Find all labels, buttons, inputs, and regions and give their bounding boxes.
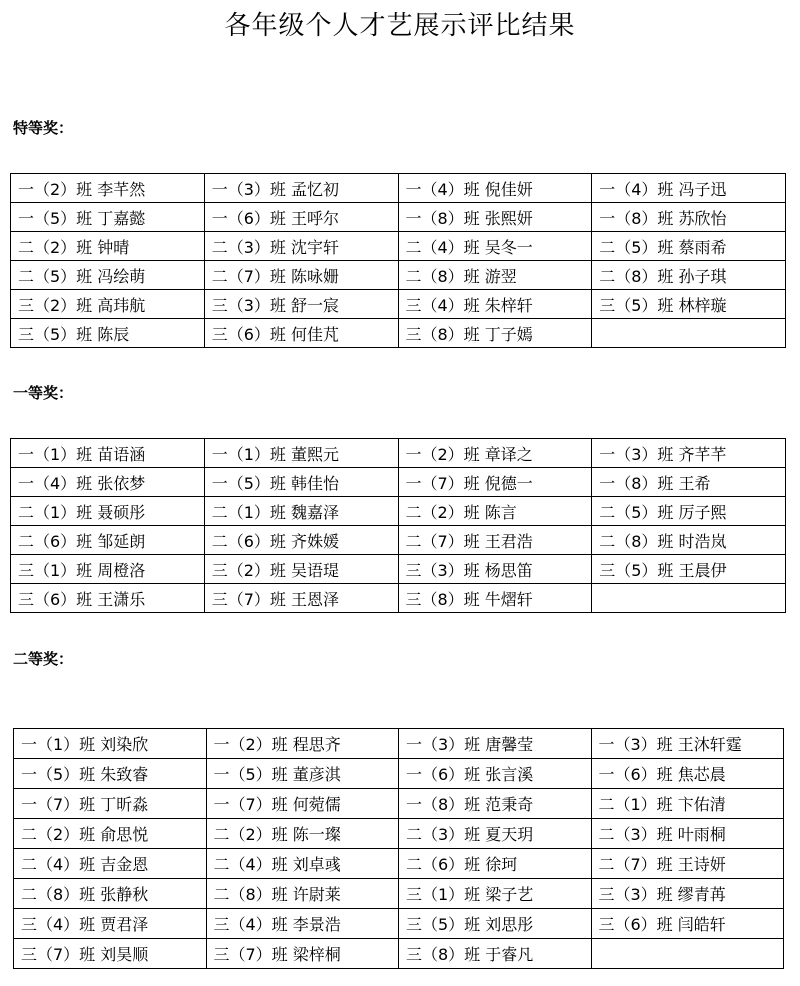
award-cell: 一（5）班 朱致睿 xyxy=(14,759,207,789)
section-heading-erdeng: 二等奖： xyxy=(13,650,74,668)
page-title: 各年级个人才艺展示评比结果 xyxy=(224,11,576,41)
award-cell: 二（2）班 陈一璨 xyxy=(206,819,399,849)
award-cell: 三（8）班 牛熠轩 xyxy=(398,584,592,613)
table-row xyxy=(11,290,786,319)
award-cell: 三（5）班 林梓璇 xyxy=(592,290,786,319)
award-cell: 一（8）班 王希 xyxy=(592,468,786,497)
award-cell: 一（8）班 范秉奇 xyxy=(399,789,592,819)
award-cell: 一（7）班 何菀儒 xyxy=(206,789,399,819)
award-cell: 三（1）班 周橙洛 xyxy=(11,555,205,584)
award-cell: 二（3）班 夏天玥 xyxy=(399,819,592,849)
award-cell: 二（2）班 陈言 xyxy=(398,497,592,526)
award-cell: 三（8）班 于睿凡 xyxy=(399,939,592,969)
award-cell: 二（8）班 许尉莱 xyxy=(206,879,399,909)
award-cell: 一（2）班 程思齐 xyxy=(206,729,399,759)
award-cell: 一（5）班 韩佳怡 xyxy=(204,468,398,497)
award-cell: 一（7）班 丁昕淼 xyxy=(14,789,207,819)
award-cell: 一（4）班 冯子迅 xyxy=(592,174,786,203)
award-cell: 二（6）班 邹延朗 xyxy=(11,526,205,555)
award-cell: 三（7）班 刘昊顺 xyxy=(14,939,207,969)
award-cell: 一（1）班 苗语涵 xyxy=(11,439,205,468)
table-row xyxy=(11,319,786,348)
award-cell: 三（4）班 朱梓轩 xyxy=(398,290,592,319)
award-cell: 二（2）班 钟晴 xyxy=(11,232,205,261)
award-cell: 一（7）班 倪德一 xyxy=(398,468,592,497)
award-cell: 三（7）班 梁梓桐 xyxy=(206,939,399,969)
award-cell: 二（5）班 厉子熙 xyxy=(592,497,786,526)
award-cell: 二（6）班 齐姝媛 xyxy=(204,526,398,555)
award-cell: 二（4）班 刘卓彧 xyxy=(206,849,399,879)
award-cell: 二（7）班 王诗妍 xyxy=(591,849,784,879)
award-cell: 二（8）班 孙子琪 xyxy=(592,261,786,290)
table-row xyxy=(11,174,786,203)
award-cell: 三（2）班 高玮航 xyxy=(11,290,205,319)
award-cell: 二（2）班 俞思悦 xyxy=(14,819,207,849)
table-row xyxy=(14,939,784,969)
award-cell: 三（4）班 李景浩 xyxy=(206,909,399,939)
award-cell: 一（8）班 苏欣怡 xyxy=(592,203,786,232)
table-row xyxy=(11,526,786,555)
award-table-erdeng xyxy=(13,728,784,969)
table-row xyxy=(11,203,786,232)
table-row xyxy=(11,232,786,261)
award-cell: 一（5）班 董彦淇 xyxy=(206,759,399,789)
section-heading-tedeng: 特等奖： xyxy=(13,119,74,137)
award-cell: 二（3）班 沈宇轩 xyxy=(204,232,398,261)
award-cell: 三（1）班 梁子艺 xyxy=(399,879,592,909)
award-cell: 二（1）班 聂硕彤 xyxy=(11,497,205,526)
award-cell: 三（6）班 王潇乐 xyxy=(11,584,205,613)
award-table-yideng xyxy=(10,438,786,613)
award-cell: 一（1）班 刘染欣 xyxy=(14,729,207,759)
award-cell xyxy=(591,939,784,969)
award-cell: 三（8）班 丁子嫣 xyxy=(398,319,592,348)
table-row xyxy=(14,879,784,909)
table-row xyxy=(11,261,786,290)
table-row xyxy=(14,849,784,879)
award-cell: 一（2）班 李芊然 xyxy=(11,174,205,203)
table-row xyxy=(14,759,784,789)
award-cell: 一（3）班 唐馨莹 xyxy=(399,729,592,759)
award-cell: 二（5）班 蔡雨希 xyxy=(592,232,786,261)
award-table-tedeng xyxy=(10,173,786,348)
award-cell: 二（8）班 时浩岚 xyxy=(592,526,786,555)
award-cell: 三（3）班 杨思笛 xyxy=(398,555,592,584)
award-cell: 三（4）班 贾君泽 xyxy=(14,909,207,939)
table-row xyxy=(14,729,784,759)
award-cell: 二（6）班 徐珂 xyxy=(399,849,592,879)
award-cell: 三（5）班 陈辰 xyxy=(11,319,205,348)
award-cell: 一（2）班 章译之 xyxy=(398,439,592,468)
award-cell: 一（5）班 丁嘉懿 xyxy=(11,203,205,232)
award-cell xyxy=(592,584,786,613)
award-cell: 三（3）班 缪青苒 xyxy=(591,879,784,909)
table-row xyxy=(11,439,786,468)
award-cell: 一（6）班 张言溪 xyxy=(399,759,592,789)
award-cell: 三（6）班 闫皓轩 xyxy=(591,909,784,939)
award-cell: 一（4）班 倪佳妍 xyxy=(398,174,592,203)
section-heading-yideng: 一等奖： xyxy=(13,384,74,402)
table-row xyxy=(11,468,786,497)
award-cell: 一（4）班 张依梦 xyxy=(11,468,205,497)
award-cell: 一（6）班 王呼尔 xyxy=(204,203,398,232)
award-cell: 一（8）班 张熙妍 xyxy=(398,203,592,232)
table-row xyxy=(14,909,784,939)
award-cell: 二（1）班 魏嘉泽 xyxy=(204,497,398,526)
award-cell: 一（3）班 齐芊芊 xyxy=(592,439,786,468)
table-row xyxy=(11,555,786,584)
table-row xyxy=(11,584,786,613)
award-cell: 一（1）班 董熙元 xyxy=(204,439,398,468)
award-cell: 二（8）班 游翌 xyxy=(398,261,592,290)
award-cell: 三（2）班 吴语瑅 xyxy=(204,555,398,584)
award-cell: 二（4）班 吴冬一 xyxy=(398,232,592,261)
award-cell: 二（7）班 王君浩 xyxy=(398,526,592,555)
award-cell: 二（1）班 卞佑清 xyxy=(591,789,784,819)
award-cell: 二（4）班 吉金恩 xyxy=(14,849,207,879)
award-cell: 一（3）班 王沐轩霆 xyxy=(591,729,784,759)
table-row xyxy=(14,819,784,849)
award-cell: 二（5）班 冯绘萌 xyxy=(11,261,205,290)
award-cell: 一（6）班 焦芯晨 xyxy=(591,759,784,789)
table-row xyxy=(14,789,784,819)
award-cell: 三（5）班 刘思彤 xyxy=(399,909,592,939)
award-cell: 二（7）班 陈咏姗 xyxy=(204,261,398,290)
award-cell: 三（7）班 王恩泽 xyxy=(204,584,398,613)
award-cell: 三（6）班 何佳芃 xyxy=(204,319,398,348)
award-cell: 一（3）班 孟忆初 xyxy=(204,174,398,203)
award-cell: 三（5）班 王晨伊 xyxy=(592,555,786,584)
table-row xyxy=(11,497,786,526)
award-cell: 二（3）班 叶雨桐 xyxy=(591,819,784,849)
award-cell: 三（3）班 舒一宸 xyxy=(204,290,398,319)
award-cell: 二（8）班 张静秋 xyxy=(14,879,207,909)
award-cell xyxy=(592,319,786,348)
